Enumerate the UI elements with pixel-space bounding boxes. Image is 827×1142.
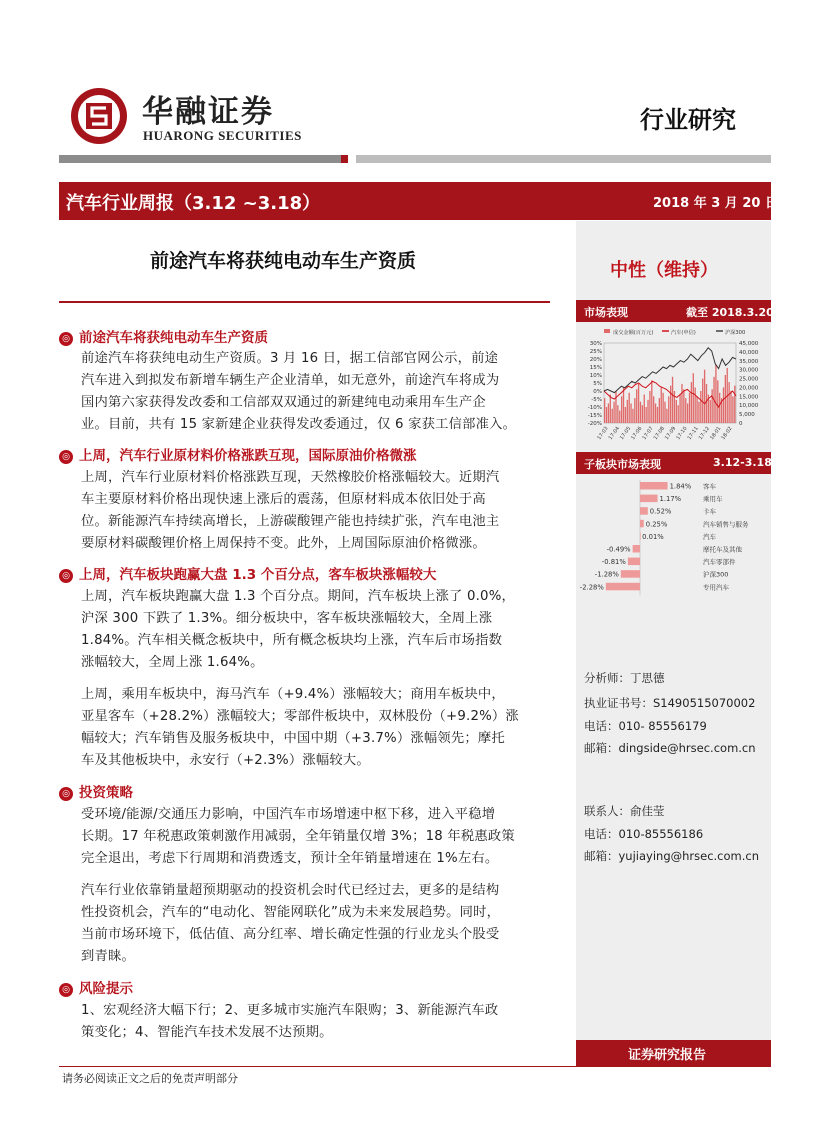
- body-line: 上周，汽车行业原材料价格涨跌互现，天然橡胶价格涨幅较大。近期汽: [81, 470, 500, 485]
- legend-label: 沪深300: [725, 330, 746, 336]
- sector-category-label: 汽车: [703, 532, 716, 541]
- volume-bar: [693, 373, 694, 423]
- sector-title: 子板块市场表现: [584, 458, 661, 471]
- body-line: 受环境/能源/交通压力影响，中国汽车市场增速中枢下移，进入平稳增: [81, 807, 496, 822]
- volume-bar: [730, 391, 731, 423]
- sector-category-label: 沪深300: [703, 570, 729, 579]
- body-line: 上周，乘用车板块中，海马汽车（+9.4%）涨幅较大；商用车板块中，: [81, 687, 505, 702]
- volume-bar: [691, 382, 692, 423]
- legend-swatch: [604, 329, 610, 333]
- body-line: 车及其他板块中，永安行（+2.3%）涨幅较大。: [81, 753, 370, 768]
- x-tick-label: 17-12: [697, 425, 712, 442]
- section-title: ◎ 前途汽车将获纯电动车生产资质: [59, 326, 268, 346]
- left-tick-label: 30%: [589, 341, 602, 347]
- body-line: 沪深 300 下跌了 1.3%。细分板块中，客车板块涨幅较大，全周上涨: [81, 611, 493, 626]
- volume-bar: [728, 382, 729, 423]
- sector-bar: [640, 482, 668, 490]
- body-line: 要原材料碳酸锂价格上周保持不变。此外，上周国际原油价格微涨。: [81, 536, 486, 551]
- section-title: ◎ 上周，汽车行业原材料价格涨跌互现，国际原油价格微涨: [59, 444, 417, 464]
- contact-email: 邮箱：yujiaying@hrsec.com.cn: [584, 849, 760, 863]
- headline: 前途汽车将获纯电动车生产资质: [150, 250, 417, 272]
- body-line: 完全退出，考虑下行周期和消费透支，预计全年销量增速在 1%左右。: [81, 851, 499, 866]
- volume-bar: [662, 393, 663, 423]
- header-bar-accent: [341, 155, 348, 163]
- volume-bar: [604, 398, 605, 423]
- volume-bar: [653, 396, 654, 423]
- market-header: [576, 300, 774, 322]
- right-tick-label: 30,000: [739, 367, 759, 374]
- left-tick-label: -20%: [587, 421, 602, 427]
- body-line: 亚星客车（+28.2%）涨幅较大；零部件板块中，双林股份（+9.2%）涨: [81, 709, 519, 724]
- right-tick-label: 35,000: [739, 358, 759, 365]
- volume-bar: [678, 405, 679, 423]
- volume-bar: [670, 386, 671, 423]
- sector-bar: [640, 520, 644, 528]
- section-title: ◎ 投资策略: [59, 781, 133, 801]
- x-tick-label: 18-01: [709, 425, 723, 442]
- footer-rule: [59, 1066, 771, 1067]
- volume-bar: [632, 409, 633, 423]
- volume-bar: [615, 391, 616, 423]
- volume-bar: [623, 387, 624, 423]
- right-tick-label: 45,000: [739, 341, 759, 347]
- volume-bar: [613, 402, 614, 423]
- volume-bar: [698, 402, 699, 423]
- left-tick-label: 20%: [589, 357, 602, 363]
- volume-bar: [710, 400, 711, 423]
- sector-category-label: 汽车零部件: [703, 558, 736, 567]
- volume-bar: [640, 402, 641, 423]
- analyst-name: 分析师：丁思德: [584, 671, 665, 685]
- body-line: 长期。17 年税惠政策刺激作用减弱，全年销量仅增 3%；18 年税惠政策: [81, 829, 515, 844]
- volume-bar: [664, 402, 665, 423]
- volume-bar: [647, 400, 648, 423]
- brand-name-en: HUARONG SECURITIES: [143, 128, 302, 143]
- body-line: 上周，汽车板块跑赢大盘 1.3 个百分点。期间，汽车板块上涨了 0.0%，: [81, 589, 516, 604]
- section-title: ◎ 风险提示: [59, 977, 133, 997]
- volume-bar: [681, 384, 682, 423]
- sector-range: 3.12-3.18: [713, 456, 772, 469]
- volume-bar: [661, 387, 662, 423]
- section-bullet-icon: ◎: [59, 332, 73, 346]
- volume-bar: [659, 398, 660, 423]
- left-tick-label: -15%: [587, 413, 602, 419]
- volume-bar: [630, 403, 631, 423]
- sector-value-label: -1.28%: [594, 570, 619, 579]
- volume-bar: [617, 405, 618, 423]
- volume-bar: [696, 396, 697, 423]
- section-bullet-icon: ◎: [59, 450, 73, 464]
- volume-bar: [655, 403, 656, 423]
- sector-value-label: -0.81%: [601, 558, 626, 567]
- volume-bar: [672, 377, 673, 423]
- volume-bar: [706, 384, 707, 423]
- volume-bar: [642, 405, 643, 423]
- disclaimer: 请务必阅读正文之后的免责声明部分: [62, 1072, 238, 1085]
- volume-bar: [702, 379, 703, 423]
- body-line: 汽车行业依靠销量超预期驱动的投资机会时代已经过去，更多的是结构: [81, 883, 500, 898]
- sector-value-label: 0.52%: [649, 507, 672, 516]
- volume-bar: [679, 395, 680, 423]
- contact-phone: 电话：010-85556186: [584, 827, 704, 841]
- x-tick-label: 17-08: [652, 425, 667, 442]
- report-date: 2018 年 3 月 20 日: [653, 196, 778, 211]
- volume-bar: [634, 398, 635, 423]
- section-title: ◎ 上周，汽车板块跑赢大盘 1.3 个百分点，客车板块涨幅较大: [59, 563, 436, 583]
- body-line: 到青睐。: [81, 949, 135, 964]
- volume-bar: [619, 411, 620, 423]
- sector-value-label: 1.84%: [669, 482, 692, 491]
- volume-bar: [612, 409, 613, 423]
- x-tick-label: 17-09: [664, 425, 678, 442]
- volume-bar: [683, 389, 684, 423]
- sector-value-label: 0.25%: [645, 520, 668, 529]
- section-bullet-icon: ◎: [59, 983, 73, 997]
- volume-bar: [695, 387, 696, 423]
- volume-bar: [719, 393, 720, 423]
- sector-value-label: -0.49%: [606, 545, 631, 554]
- right-tick-label: 15,000: [739, 394, 759, 401]
- body-line: 1.84%。汽车相关概念板块中，所有概念板块均上涨，汽车后市场指数: [81, 633, 503, 648]
- analyst-email: 邮箱：dingside@hrsec.com.cn: [584, 741, 756, 755]
- body-line: 汽车进入到拟发布新增车辆生产企业清单，如无意外，前途汽车将成为: [81, 373, 500, 388]
- sector-bar: [640, 495, 658, 503]
- body-line: 前途汽车将获纯电动生产资质。3 月 16 日，据工信部官网公示，前途: [81, 351, 499, 366]
- sector-category-label: 乘用车: [703, 495, 723, 504]
- volume-bar: [644, 395, 645, 423]
- volume-bar: [725, 375, 726, 423]
- body-line: 车主要原材料价格出现快速上涨后的震荡，但原材料成本依旧处于高: [81, 492, 486, 507]
- volume-bar: [621, 396, 622, 423]
- volume-bar: [685, 398, 686, 423]
- volume-bar: [734, 386, 735, 423]
- footer-tab-label: 证券研究报告: [628, 1048, 707, 1063]
- sector-category-label: 卡车: [703, 507, 716, 516]
- volume-bar: [629, 393, 630, 423]
- x-tick-label: 17-04: [607, 425, 621, 442]
- body-line: 性投资机会，汽车的“电动化、智能网联化”成为未来发展趋势。同时，: [81, 905, 501, 920]
- market-title: 市场表现: [584, 306, 628, 319]
- volume-bar: [657, 407, 658, 423]
- body-line: 策变化；4、智能汽车技术发展不达预期。: [81, 1025, 333, 1040]
- volume-bar: [732, 396, 733, 423]
- right-tick-label: 40,000: [739, 349, 759, 356]
- volume-bar: [700, 391, 701, 423]
- brand-name: 华融证券: [142, 94, 274, 130]
- section-bullet-icon: ◎: [59, 787, 73, 801]
- x-tick-label: 18-02: [720, 425, 734, 442]
- volume-bar: [668, 396, 669, 423]
- sector-value-label: -2.28%: [580, 583, 604, 592]
- x-tick-label: 17-06: [630, 425, 644, 442]
- sector-category-label: 客车: [703, 482, 716, 491]
- volume-bar: [651, 380, 652, 423]
- x-tick-label: 17-03: [596, 425, 610, 442]
- left-tick-label: -5%: [591, 397, 602, 403]
- body-line: 1、宏观经济大幅下行；2、更多城市实施汽车限购；3、新能源汽车政: [81, 1003, 499, 1018]
- right-tick-label: 10,000: [739, 403, 759, 410]
- header-bar: [59, 155, 341, 163]
- volume-bar: [627, 400, 628, 423]
- volume-bar: [723, 387, 724, 423]
- volume-bar: [645, 407, 646, 423]
- volume-bar: [610, 395, 611, 423]
- sector-header: [576, 452, 771, 474]
- body-line: 涨幅较大，全周上涨 1.64%。: [81, 655, 264, 670]
- sector-chart: [580, 478, 770, 600]
- volume-bar: [625, 407, 626, 423]
- market-asof: 截至 2018.3.20: [686, 306, 774, 319]
- body-line: 当前市场环境下，低估值、高分红率、增长确定性强的行业龙头个股受: [81, 927, 500, 942]
- sector-bar: [606, 583, 640, 591]
- left-tick-label: 5%: [593, 381, 602, 387]
- body-line: 位。新能源汽车持续高增长，上游碳酸锂产能也持续扩张，汽车电池主: [81, 514, 500, 529]
- sector-bar: [628, 558, 640, 566]
- sector-bar: [640, 532, 641, 540]
- volume-bar: [676, 400, 677, 423]
- sector-bar: [621, 570, 640, 578]
- x-tick-label: 17-05: [618, 425, 633, 442]
- legend-label: 汽车(申信): [671, 330, 696, 336]
- left-tick-label: -10%: [587, 405, 602, 411]
- logo-s-icon: [70, 87, 128, 145]
- sector-value-label: 1.17%: [659, 495, 682, 504]
- x-tick-label: 17-07: [641, 425, 655, 442]
- industry-label: 行业研究: [640, 106, 736, 134]
- legend-label: 成交金额(百万元): [613, 330, 654, 336]
- analyst-phone: 电话：010- 85556179: [584, 719, 707, 733]
- body-line: 幅较大；汽车销售及服务板块中，中国中期（+3.7%）涨幅领先；摩托: [81, 731, 505, 746]
- market-chart: [580, 325, 770, 447]
- section-bullet-icon: ◎: [59, 569, 73, 583]
- volume-bar: [606, 407, 607, 423]
- sector-category-label: 汽车销售与服务: [703, 520, 749, 529]
- volume-bar: [717, 380, 718, 423]
- volume-bar: [715, 364, 716, 423]
- body-line: 业。目前，共有 15 家新建企业获得发改委通过，仅 6 家获工信部准入。: [81, 417, 517, 432]
- x-tick-label: 17-10: [675, 425, 689, 442]
- report-title: 汽车行业周报（3.12 ~3.18）: [66, 193, 321, 214]
- right-tick-label: 0: [739, 421, 743, 427]
- volume-bar: [608, 403, 609, 423]
- volume-bar: [649, 391, 650, 423]
- right-tick-label: 20,000: [739, 385, 759, 392]
- sector-category-label: 专用汽车: [703, 583, 729, 592]
- volume-bar: [687, 403, 688, 423]
- left-tick-label: 25%: [589, 349, 602, 355]
- rating: 中性（维持）: [610, 260, 718, 281]
- headline-rule: [59, 301, 550, 303]
- volume-bar: [638, 384, 639, 423]
- x-tick-label: 17-11: [686, 425, 700, 442]
- volume-bar: [704, 370, 705, 423]
- left-tick-label: 10%: [589, 373, 602, 379]
- volume-bar: [666, 409, 667, 423]
- volume-bar: [711, 389, 712, 423]
- right-tick-label: 5,000: [739, 412, 755, 419]
- analyst-cert: 执业证书号：S1490515070002: [584, 696, 756, 710]
- sector-category-label: 摩托车及其他: [703, 545, 742, 554]
- right-tick-label: 25,000: [739, 376, 759, 383]
- sector-bar: [640, 507, 648, 515]
- left-tick-label: 0%: [593, 389, 602, 395]
- body-line: 国内第六家获得发改委和工信部双双通过的新建纯电动乘用车生产企: [81, 395, 486, 410]
- volume-bar: [636, 389, 637, 423]
- header-bar: [356, 155, 771, 163]
- left-tick-label: 15%: [589, 365, 602, 371]
- contact-name: 联系人：俞佳莹: [584, 804, 665, 818]
- volume-bar: [689, 393, 690, 423]
- sector-bar: [633, 545, 640, 553]
- sector-value-label: 0.01%: [642, 532, 664, 541]
